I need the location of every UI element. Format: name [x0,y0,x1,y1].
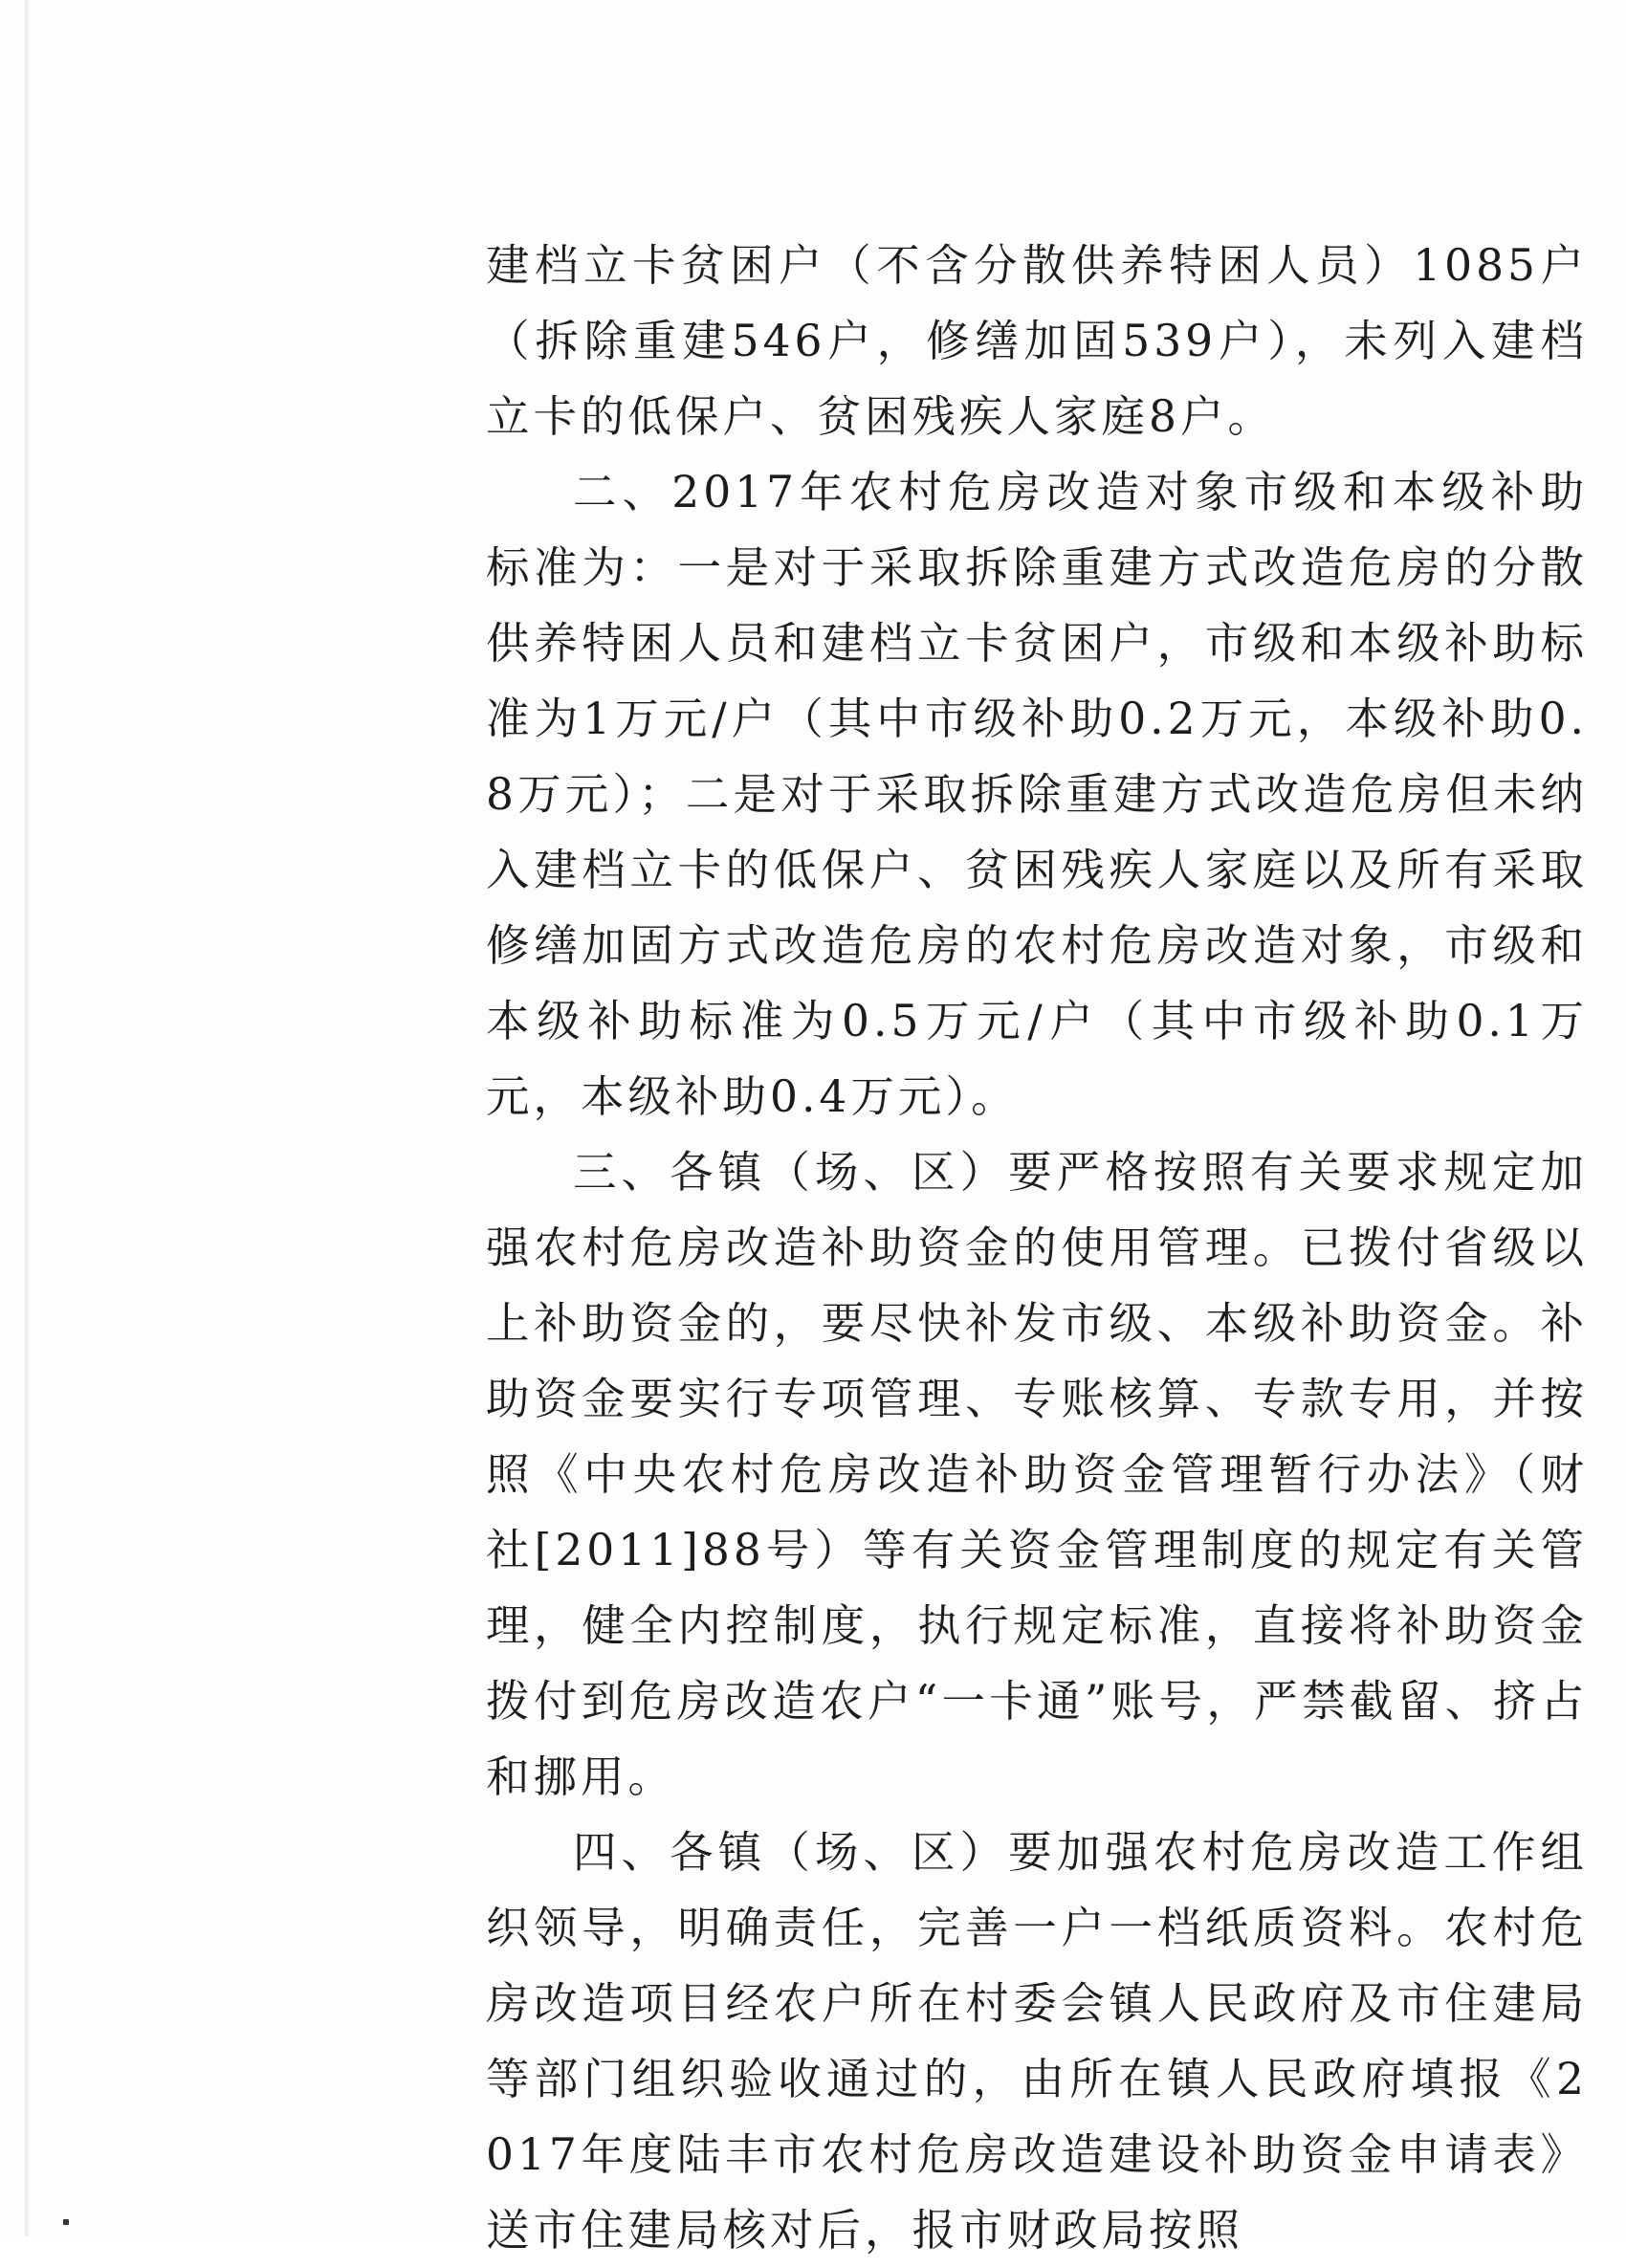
scan-corner-mark [63,2219,69,2225]
document-body [486,228,1588,2268]
paragraph-subsidy-standards: 二、2017年农村危房改造对象市级和本级补助标准为：一是对于采取拆除重建方式改造危房的分散供养特困人员和建档立卡贫困户，市级和本级补助标准为1万元/户（其中市级补助0.2万元，本级补助0.8万元）；二是对于采取拆除重建方式改造危房但未纳入建档立卡的低保户、贫困残疾人家庭以及所有采取修缮加固方式改造危房的农村危房改造对象，市级和本级补助标准为0.5万元/户（其中市级补助0.1万元，本级补助0.4万元）。 [486,467,1588,1122]
scan-edge-shadow [25,0,30,2236]
paragraph-organization: 四、各镇（场、区）要加强农村危房改造工作组织领导，明确责任，完善一户一档纸质资料。农村危房改造项目经农户所在村委会镇人民政府及市住建局等部门组织验收通过的，由所在镇人民政府填报《2017年度陆丰市农村危房改造建设补助资金申请表》送市住建局核对后，报市财政局按照 [486,1827,1588,2256]
paragraph-continuation: 建档立卡贫困户（不含分散供养特困人员）1085户（拆除重建546户，修缮加固539户），未列入建档立卡的低保户、贫困残疾人家庭8户。 [486,240,1588,442]
paragraph-fund-management: 三、各镇（场、区）要严格按照有关要求规定加强农村危房改造补助资金的使用管理。已拨付省级以上补助资金的，要尽快补发市级、本级补助资金。补助资金要实行专项管理、专账核算、专款专用，并按照《中央农村危房改造补助资金管理暂行办法》（财社[2011]88号）等有关资金管理制度的规定有关管理，健全内控制度，执行规定标准，直接将补助资金拨付到危房改造农户“一卡通”账号，严禁截留、挤占和挪用。 [486,1147,1588,1802]
